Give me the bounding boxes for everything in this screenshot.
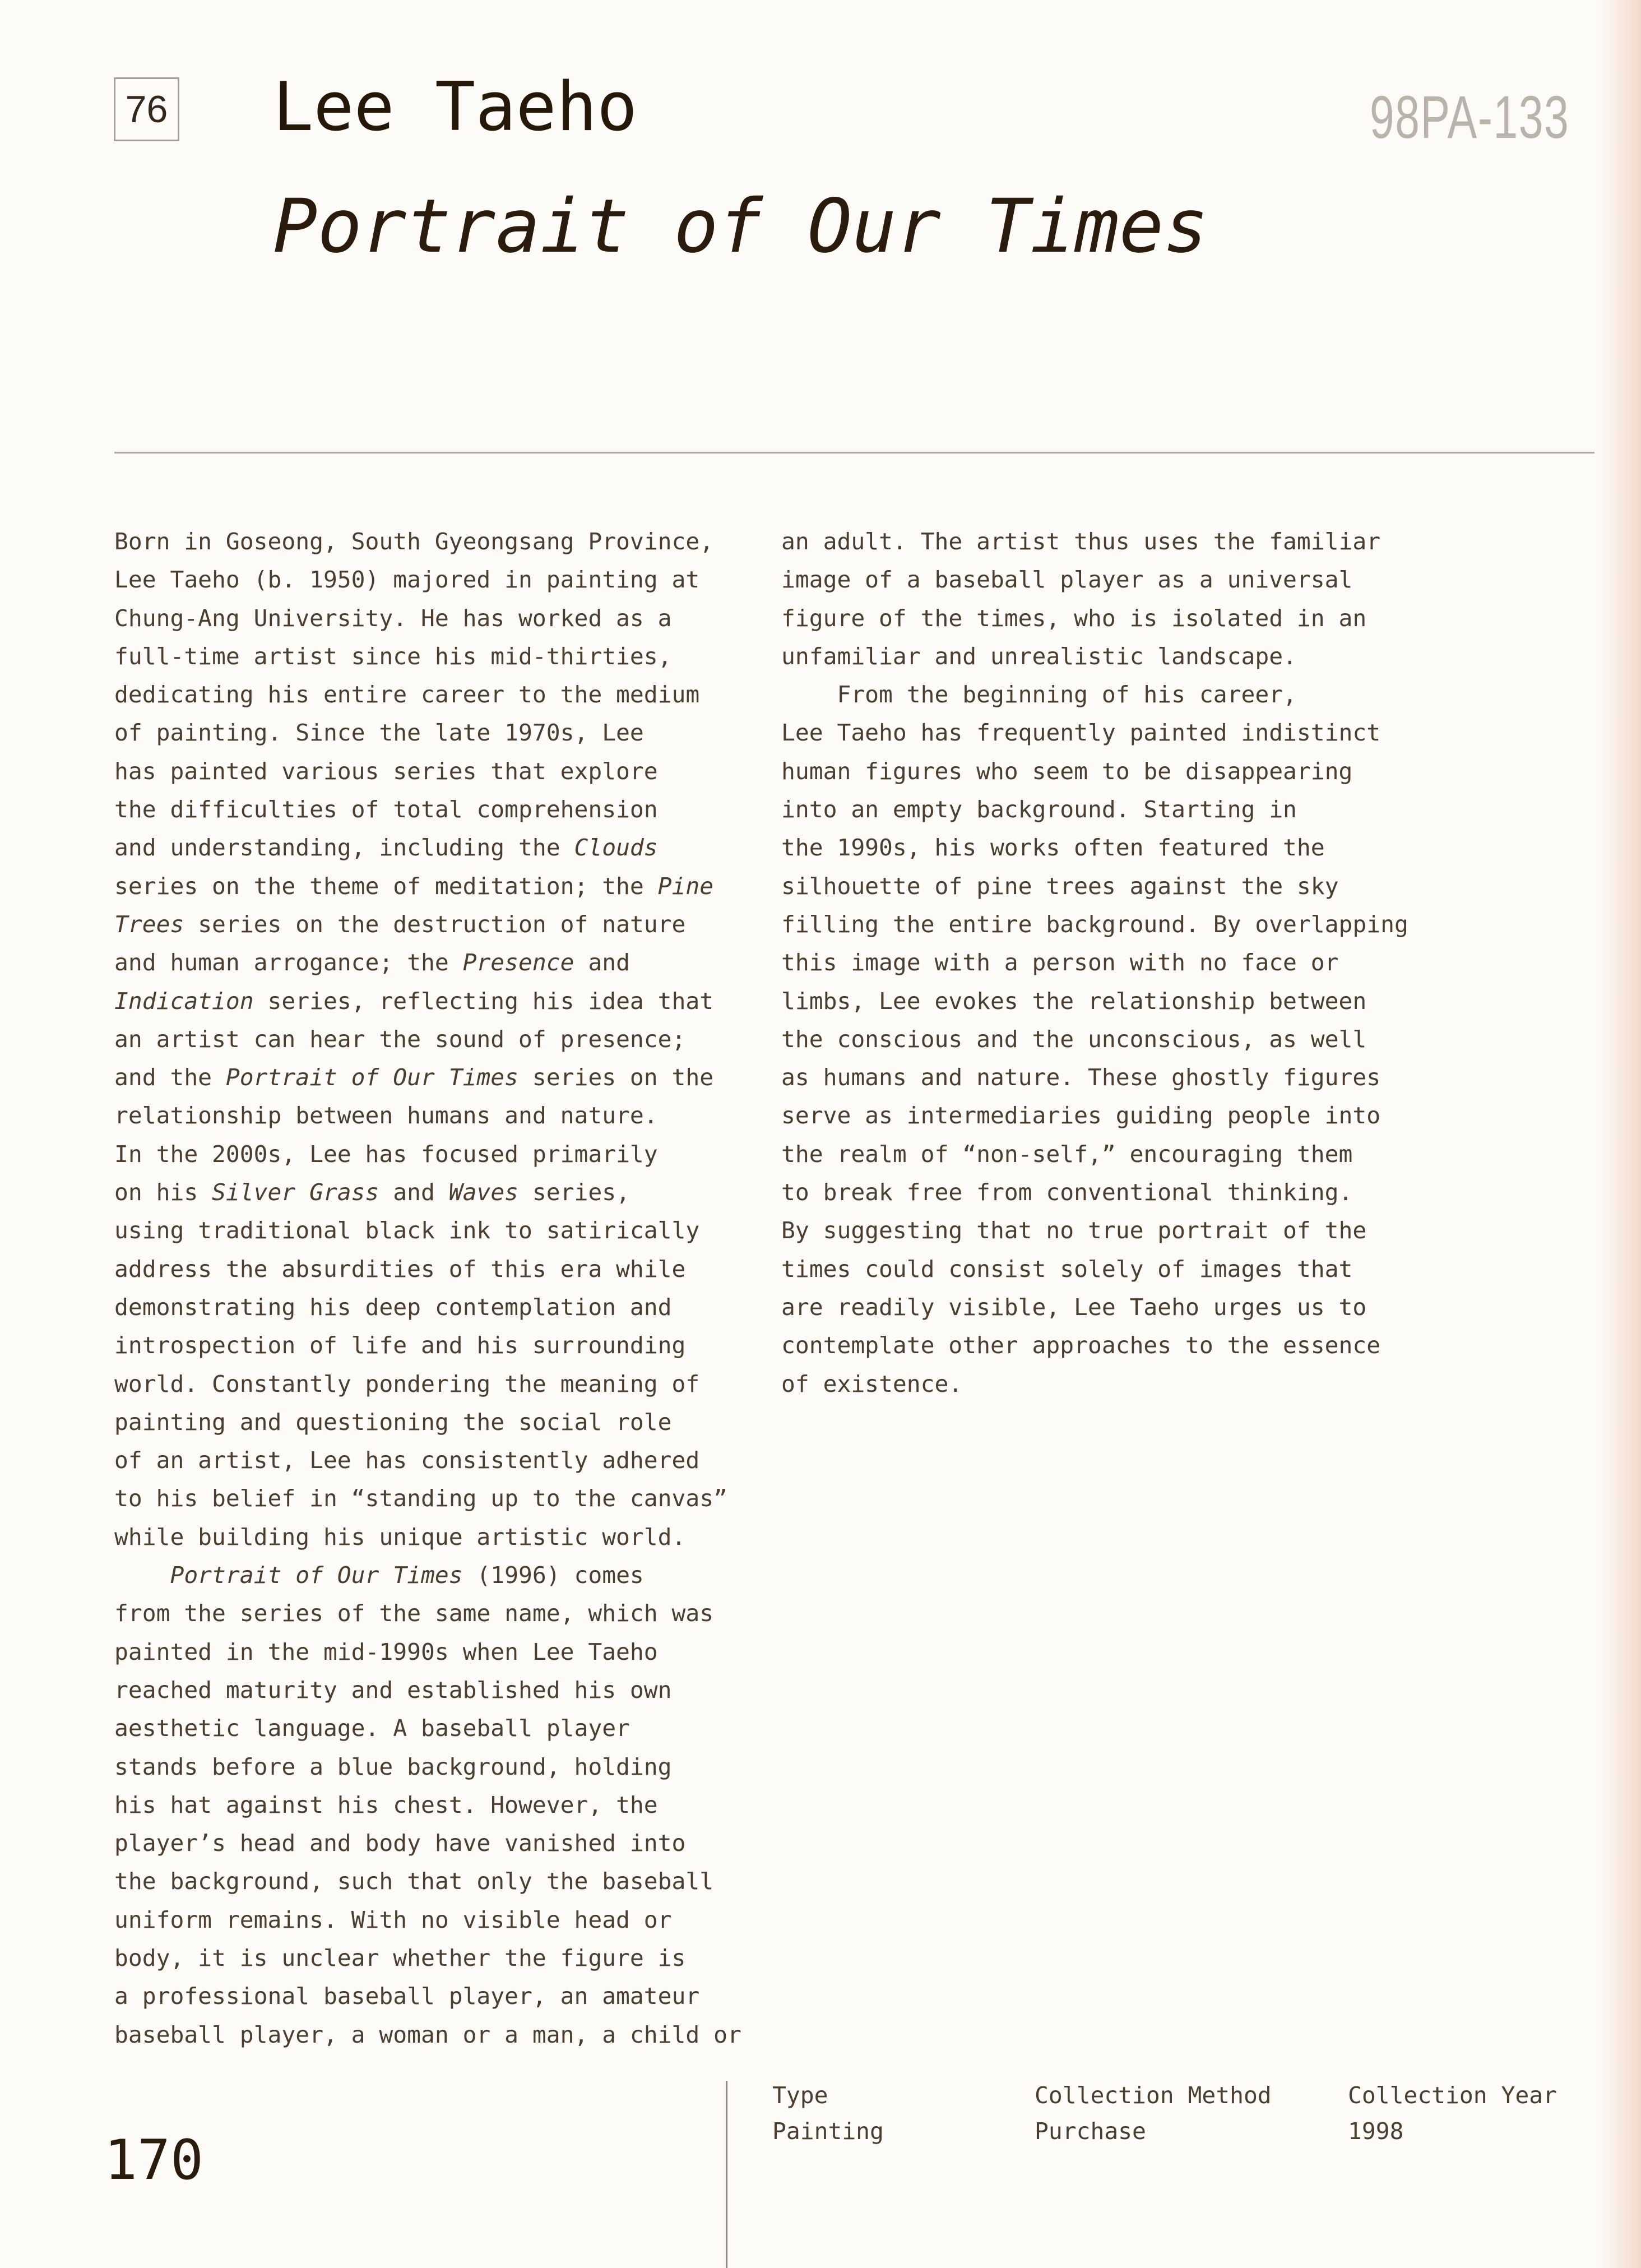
text-line: an artist can hear the sound of presence; — [114, 1025, 686, 1053]
text-line: and the Portrait of Our Times series on the — [114, 1064, 714, 1091]
text-line: image of a baseball player as a universal — [781, 566, 1353, 594]
text-line: has painted various series that explore — [114, 757, 658, 785]
series-title-italic: Portrait of Our Times — [170, 1562, 463, 1589]
text-line: figure of the times, who is isolated in an — [781, 604, 1367, 632]
text-line: world. Constantly pondering the meaning of — [114, 1370, 700, 1397]
text-line: uniform remains. With no visible head or — [114, 1906, 672, 1933]
work-title: Portrait of Our Times — [273, 183, 1208, 270]
text-line: to his belief in “standing up to the canvas” — [114, 1485, 727, 1512]
series-title-italic: Waves — [448, 1179, 519, 1206]
text-line: Chung-Ang University. He has worked as a — [114, 604, 672, 632]
text-line: on his Silver Grass and Waves series, — [114, 1179, 630, 1206]
text-line: dedicating his entire career to the medium — [114, 681, 700, 709]
text-line: using traditional black ink to satirically — [114, 1217, 700, 1244]
series-title-italic: Portrait of Our Times — [225, 1064, 519, 1091]
text-line: an adult. The artist thus uses the familiar — [781, 528, 1381, 555]
text-line: player’s head and body have vanished into — [114, 1830, 686, 1857]
text-line: By suggesting that no true portrait of the — [781, 1217, 1367, 1244]
text-line: the realm of “non-self,” encouraging them — [781, 1140, 1353, 1168]
meta-column-collection-year — [1348, 2077, 1557, 2149]
entry-number: 76 — [125, 88, 168, 131]
text-line: series on the theme of meditation; the Pine — [114, 872, 714, 900]
text-line: Trees series on the destruction of nature — [114, 910, 686, 938]
text-line: address the absurdities of this era while — [114, 1255, 686, 1283]
text-line: unfamiliar and unrealistic landscape. — [781, 642, 1297, 670]
series-title-italic: Presence — [462, 949, 574, 976]
text-line: the conscious and the unconscious, as well — [781, 1025, 1367, 1053]
text-line: body, it is unclear whether the figure is — [114, 1944, 686, 1971]
series-title-italic: Indication — [114, 987, 254, 1015]
text-line: limbs, Lee evokes the relationship between — [781, 987, 1367, 1015]
text-line: serve as intermediaries guiding people into — [781, 1102, 1381, 1130]
text-line: as humans and nature. These ghostly figures — [781, 1064, 1381, 1091]
text-line: to break free from conventional thinking. — [781, 1179, 1353, 1206]
text-line: human figures who seem to be disappearing — [781, 757, 1353, 785]
text-line: of existence. — [781, 1370, 963, 1397]
text-line: Portrait of Our Times (1996) comes — [170, 1562, 644, 1589]
text-line: reached maturity and established his own — [114, 1676, 672, 1704]
text-line: introspection of life and his surrounding — [114, 1332, 686, 1359]
text-line: painting and questioning the social role — [114, 1408, 672, 1436]
series-title-italic: Trees — [114, 910, 184, 938]
text-line: a professional baseball player, an amateur — [114, 1983, 700, 2010]
article-right-column — [781, 522, 1443, 1403]
meta-label: Collection Method — [1035, 2082, 1272, 2109]
meta-column-collection-method — [1035, 2077, 1272, 2149]
meta-value: Purchase — [1035, 2118, 1146, 2145]
text-line: stands before a blue background, holding — [114, 1753, 672, 1780]
text-line: Born in Goseong, South Gyeongsang Province, — [114, 528, 714, 555]
text-line: are readily visible, Lee Taeho urges us to — [781, 1293, 1367, 1321]
text-line: Lee Taeho (b. 1950) majored in painting at — [114, 566, 700, 594]
text-line: into an empty background. Starting in — [781, 796, 1297, 823]
text-line: while building his unique artistic world. — [114, 1523, 686, 1550]
meta-label: Type — [772, 2082, 828, 2109]
footer-vertical-rule — [726, 2081, 727, 2268]
meta-value: 1998 — [1348, 2118, 1404, 2145]
text-line: silhouette of pine trees against the sky — [781, 872, 1339, 900]
text-line: From the beginning of his career, — [781, 681, 1297, 709]
article-left-column — [114, 522, 776, 2054]
text-line: his hat against his chest. However, the — [114, 1791, 658, 1818]
text-line: aesthetic language. A baseball player — [114, 1715, 630, 1742]
text-line: this image with a person with no face or — [781, 949, 1339, 976]
catalog-code: 98PA-133 — [1369, 83, 1569, 151]
text-line: the 1990s, his works often featured the — [781, 834, 1325, 862]
header-divider-rule — [114, 452, 1594, 453]
text-line: demonstrating his deep contemplation and — [114, 1293, 672, 1321]
text-line: In the 2000s, Lee has focused primarily — [114, 1140, 658, 1168]
meta-column-type — [772, 2077, 884, 2149]
series-title-italic: Clouds — [574, 834, 658, 862]
text-line: times could consist solely of images that — [781, 1255, 1353, 1283]
text-line: from the series of the same name, which was — [114, 1600, 714, 1627]
text-line: Lee Taeho has frequently painted indistinct — [781, 719, 1381, 747]
page-number: 170 — [104, 2128, 204, 2192]
text-line: contemplate other approaches to the essence — [781, 1332, 1381, 1359]
entry-number-badge — [114, 77, 179, 141]
text-line: filling the entire background. By overlapping — [781, 910, 1408, 938]
series-title-italic: Pine — [657, 872, 714, 900]
meta-value: Painting — [772, 2118, 884, 2145]
text-line: painted in the mid-1990s when Lee Taeho — [114, 1638, 658, 1665]
text-line: and understanding, including the Clouds — [114, 834, 658, 862]
meta-label: Collection Year — [1348, 2082, 1557, 2109]
text-line: the difficulties of total comprehension — [114, 796, 658, 823]
text-line: of an artist, Lee has consistently adhered — [114, 1447, 700, 1474]
scan-edge-gradient — [1597, 0, 1641, 2268]
text-line: full-time artist since his mid-thirties, — [114, 642, 672, 670]
text-line: baseball player, a woman or a man, a child or — [114, 2021, 741, 2048]
text-line: the background, such that only the baseball — [114, 1868, 714, 1895]
text-line: of painting. Since the late 1970s, Lee — [114, 719, 644, 747]
text-line: relationship between humans and nature. — [114, 1102, 658, 1130]
text-line: and human arrogance; the Presence and — [114, 949, 630, 976]
artist-name-title: Lee Taeho — [273, 68, 638, 146]
text-line: Indication series, reflecting his idea that — [114, 987, 714, 1015]
series-title-italic: Silver Grass — [212, 1179, 379, 1206]
